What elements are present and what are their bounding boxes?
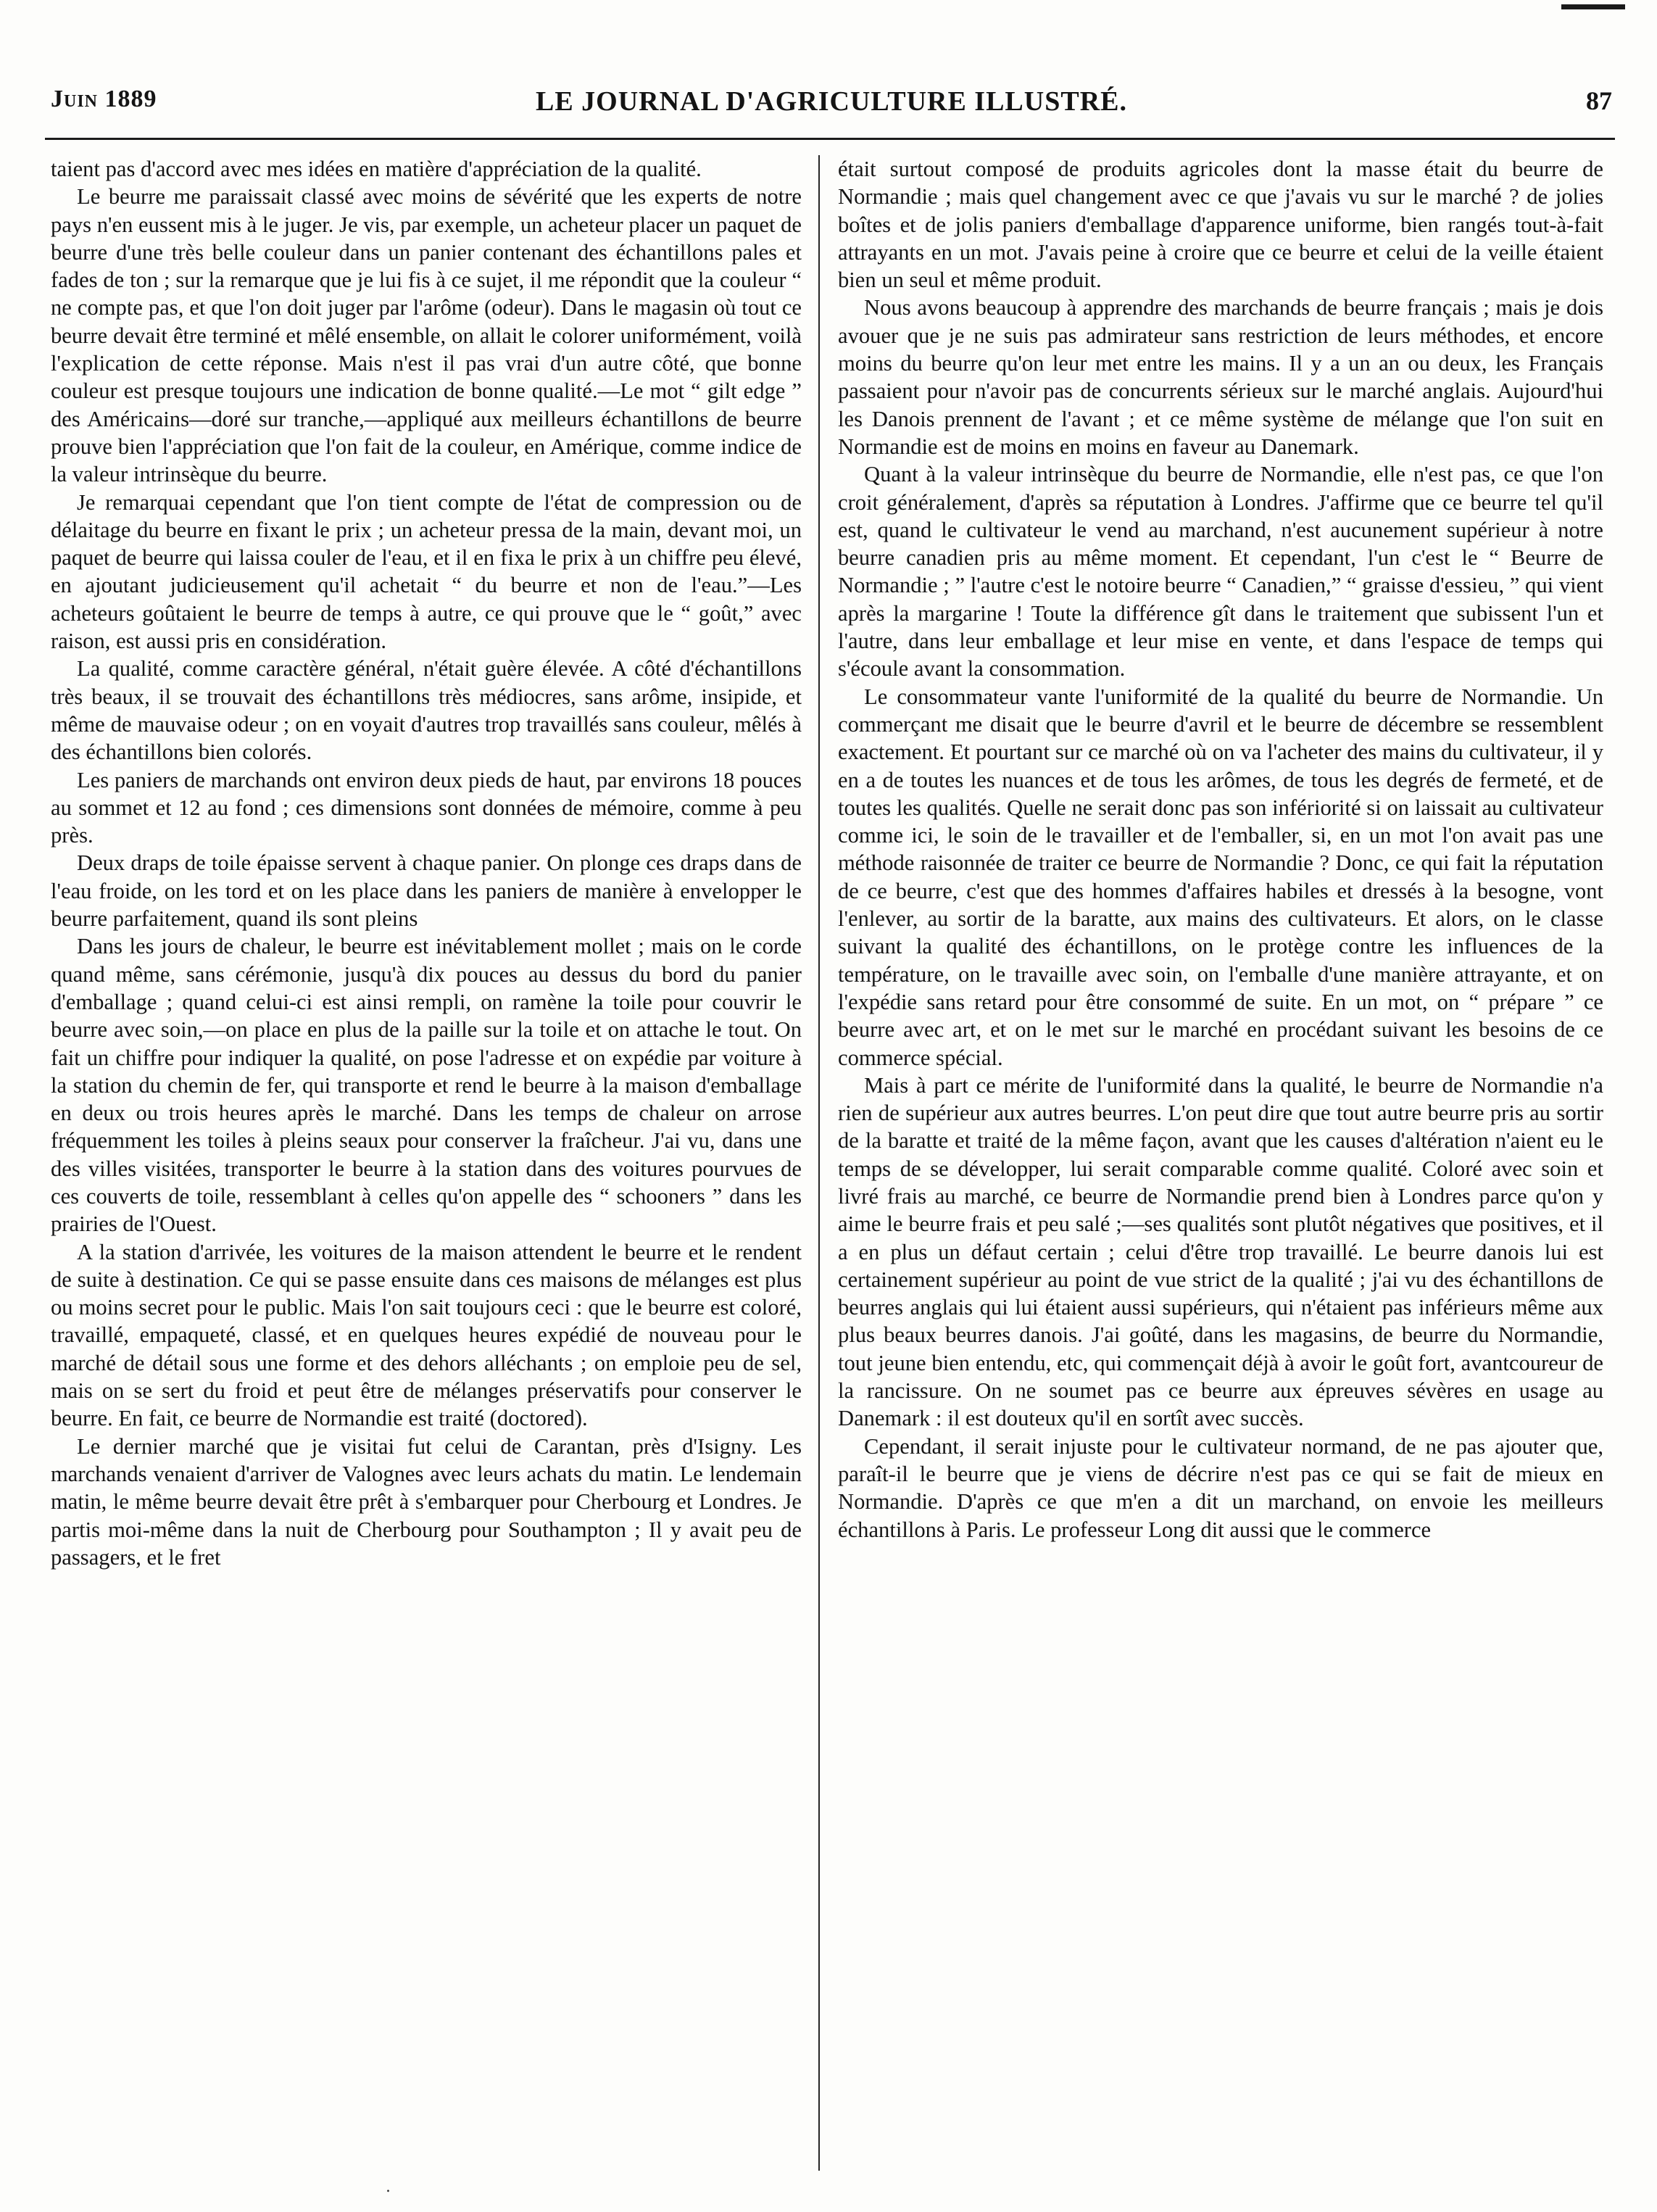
paragraph: était surtout composé de produits agricoles dont la masse était du beurre de Normandie ; mais quel changement avec ce que j'avais vu sur le marché ? de jolies boîtes et de jolis paniers d'emballage d'apparence uniforme, bien rangés tout-à-fait attrayants en un mot. J'avais peine à croire que ce beurre et celui de la veille étaient bien un seul et même produit. [838,157,1603,293]
page-header [51,86,1612,129]
paragraph: Mais à part ce mérite de l'uniformité dans la qualité, le beurre de Normandie n'a rien de supérieur aux autres beurres. L'on peut dire que tout autre beurre pris au sortir de la baratte et traité de la même façon, avant que les causes d'altération n'aient eu le temps de se développer, lui serait comparable comme qualité. Coloré avec soin et livré frais au marché, ce beurre de Normandie prend bien à Londres parce qu'on y aime le beurre frais et peu salé ;—ses qualités sont plutôt négatives que positives, et il a en plus un défaut certain ; celui d'être trop travaillé. Le beurre danois lui est certainement supérieur au point de vue strict de la qualité ; j'ai vu des échantillons de beurres anglais qui lui étaient aussi supérieurs, qui n'étaient pas inférieurs même aux plus beaux beurres danois. J'ai goûté, dans les magasins, de beurre du Normandie, tout jeune bien entendu, etc, qui commençait déjà à avoir le goût fort, avantcoureur de la rancissure. On ne soumet pas ce beurre aux épreuves sévères en usage au Danemark : il est douteux qu'il en sortît avec succès. [838,1072,1603,1431]
paragraph: Le consommateur vante l'uniformité de la qualité du beurre de Normandie. Un commerçant me disait que le beurre d'avril et le beurre de décembre se ressemblent exactement. Et pourtant sur ce marché où on va l'acheter des mains du cultivateur, il y en a de toutes les nuances et de tous les arômes, de tous les degrés de fermeté, et de toutes les qualités. Quelle ne serait donc pas son infériorité si on laissait au cultivateur comme ici, le soin de le travailler et de l'emballer, si, en un mot l'on avait pas une méthode raisonnée de traiter ce beurre de Normandie ? Donc, ce qui fait la réputation de ce beurre, c'est que des hommes d'affaires habiles et dressés à la besogne, vont l'enlever, au sortir de la baratte, aux mains des cultivateurs. Et alors, on le classe suivant la qualité des échantillons, on le protège contre les influences de la température, on le travaille avec soin, on l'emballe d'une manière attrayante, et on l'expédie sans retard pour être consommé de suite. En un mot, on “ prépare ” ce beurre avec art, et on le met sur le marché en procédant suivant les besoins de ce commerce spécial. [838,684,1603,1070]
paragraph: Deux draps de toile épaisse servent à chaque panier. On plonge ces draps dans de l'eau froide, on les tord et on les place dans les paniers de manière à envelopper le beurre parfaitement, quand ils sont pleins [51,850,802,932]
paragraph: taient pas d'accord avec mes idées en matière d'appréciation de la qualité. [51,157,702,181]
paragraph: Le dernier marché que je visitai fut celui de Carantan, près d'Isigny. Les marchands venaient d'arriver de Valognes avec leurs achats du matin. Le lendemain matin, le même beurre devait être prêt à s'embarquer pour Cherbourg et Londres. Je partis moi-même dans la nuit de Cherbourg pour Southampton ; Il y avait peu de passagers, et le fret [51,1433,802,1570]
paragraph: Les paniers de marchands ont environ deux pieds de haut, par environs 18 pouces au sommet et 12 au fond ; ces dimensions sont données de mémoire, comme à peu près. [51,767,802,848]
paragraph: Dans les jours de chaleur, le beurre est inévitablement mollet ; mais on le corde quand même, sans cérémonie, jusqu'à dix pouces au dessus du bord du panier d'emballage ; quand celui-ci est ainsi rempli, on ramène la toile pour couvrir le beurre avec soin,—on place en plus de la paille sur la toile et on attache le tout. On fait un chiffre pour indiquer la qualité, on pose l'adresse et on expédie par voiture à la station du chemin de fer, qui transporte et rend le beurre à la maison d'emballage en deux ou trois heures après le marché. Dans les temps de chaleur on arrose fréquemment les toiles à pleins seaux pour conserver la fraîcheur. J'ai vu, dans une des villes visitées, transporter le beurre à la station dans des voitures pourvues de ces couverts de toile, ressemblant à celles qu'on appelle des “ schooners ” dans les prairies de l'Ouest. [51,934,802,1237]
paragraph: Je remarquai cependant que l'on tient compte de l'état de compression ou de délaitage du beurre en fixant le prix ; un acheteur pressa de la main, devant moi, un paquet de beurre qui laissa couler de l'eau, et il en fixa le prix à un chiffre peu élevé, en ajoutant judicieusement qu'il achetait “ du beurre et non de l'eau.”—Les acheteurs goûtaient le beurre de temps à autre, ce qui prouve que le “ goût,” avec raison, est aussi pris en considération. [51,489,802,654]
paragraph: Quant à la valeur intrinsèque du beurre de Normandie, elle n'est pas, ce que l'on croit généralement, d'après sa réputation à Londres. J'affirme que ce beurre tel qu'il est, quand le cultivateur le vend au marchand, n'est aucunement supérieur à notre beurre canadien pris au même moment. Et cependant, l'un c'est le “ Beurre de Normandie ; ” l'autre c'est le notoire beurre “ Canadien,” “ graisse d'essieu, ” qui vient après la margarine ! Toute la différence gît dans le traitement que subissent l'un et l'autre, dans leur emballage et leur mise en vente, et dans l'espace de temps qui s'écoule avant la consommation. [838,462,1603,682]
issue-date: Juin 1889 [51,86,157,112]
journal-title: LE JOURNAL D'AGRICULTURE ILLUSTRÉ. [535,86,1127,117]
footer-mark: . [386,2178,391,2196]
paragraph: Cependant, il serait injuste pour le cultivateur normand, de ne pas ajouter que, paraît-il le beurre que je viens de décrire n'est pas ce qui se fait de mieux en Normandie. D'après ce que m'en a dit un marchand, on envoie les meilleurs échantillons à Paris. Le professeur Long dit aussi que le commerce [838,1433,1603,1542]
header-rule [45,138,1615,140]
page-number: 87 [1586,86,1612,115]
paragraph: La qualité, comme caractère général, n'était guère élevée. A côté d'échantillons très beaux, il se trouvait des échantillons très médiocres, sans arôme, insipide, et même de mauvaise odeur ; on en voyait d'autres trop travaillés sans couleur, mêlés à des échantillons bien colorés. [51,656,802,765]
column-divider [818,155,820,2171]
left-column [51,155,802,2171]
paragraph: Le beurre me paraissait classé avec moins de sévérité que les experts de notre pays n'en eussent mis à le juger. Je vis, par exemple, un acheteur placer un paquet de beurre d'une très belle couleur dans un panier contenant des échantillons pales et fades de ton ; sur la remarque que je lui fis à ce sujet, il me répondit que la couleur “ ne compte pas, et que l'on doit juger par l'arôme (odeur). Dans le magasin où tout ce beurre devait être terminé et mêlé ensemble, on allait le colorer uniformément, voilà l'explication de cette réponse. Mais n'est il pas vrai d'un autre côté, que bonne couleur est presque toujours une indication de bonne qualité.—Le mot “ gilt edge ” des Américains—doré sur tranche,—appliqué aux meilleurs échantillons de beurre prouve bien l'appréciation que l'on fait de la couleur, en Amérique, comme indice de la valeur intrinsèque du beurre. [51,184,802,487]
paragraph: A la station d'arrivée, les voitures de la maison attendent le beurre et le rendent de suite à destination. Ce qui se passe ensuite dans ces maisons de mélanges est plus ou moins secret pour le public. Mais l'on sait toujours ceci : que le beurre est coloré, travaillé, empaqueté, classé, et en quelques heures expédié de nouveau pour le marché de détail sous une forme et des dehors alléchants ; on emploie peu de sel, mais on se sert du froid et peut être de mélanges préservatifs pour conserver le beurre. En fait, ce beurre de Normandie est traité (doctored). [51,1239,802,1431]
corner-rule [1561,4,1625,9]
paragraph: Nous avons beaucoup à apprendre des marchands de beurre français ; mais je dois avouer que je ne suis pas admirateur sans restriction de leurs méthodes, et encore moins du beurre qu'on leur met entre les mains. Il y a un an ou deux, les Français passaient pour n'avoir pas de concurrents sérieux sur le marché anglais. Aujourd'hui les Danois prennent de l'avant ; et ce même système de mélange que l'on suit en Normandie est de moins en moins en faveur au Danemark. [838,295,1603,459]
right-column [838,155,1603,2171]
